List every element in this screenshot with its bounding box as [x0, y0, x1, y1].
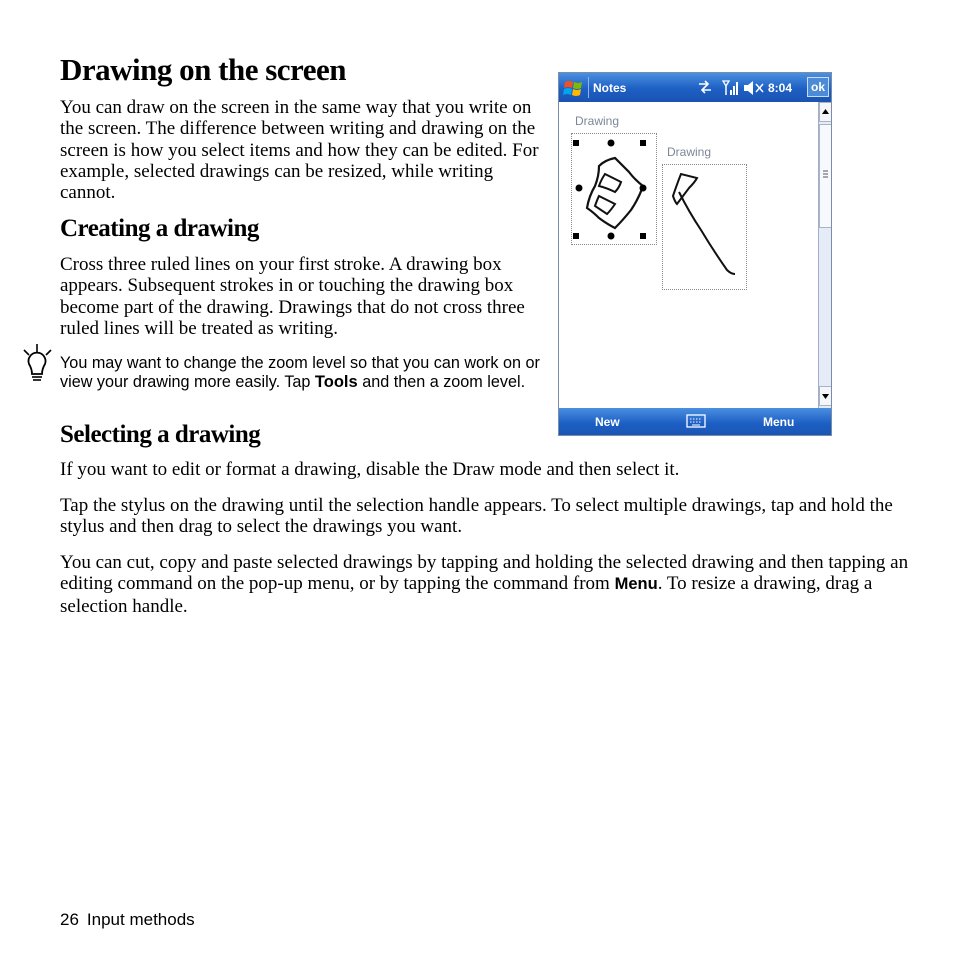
drawing-label-2: Drawing: [667, 145, 712, 159]
selection-handle: [640, 233, 646, 239]
selection-handle: [573, 233, 579, 239]
creating-paragraph: Cross three ruled lines on your first stroke. A drawing box appears. Subsequent strokes in or touching the drawing box become part of the drawing. Drawings that do not cross three ruled lines will be treated as writing.: [60, 254, 525, 339]
selection-handle: [576, 185, 583, 192]
volume-icon[interactable]: [742, 80, 764, 96]
new-button[interactable]: New: [595, 415, 620, 429]
page-title: Drawing on the screen: [60, 52, 346, 87]
vertical-scrollbar[interactable]: [818, 102, 832, 408]
windows-start-icon[interactable]: [563, 79, 585, 97]
selection-handle: [608, 140, 615, 147]
drawing-label-1: Drawing: [575, 114, 620, 128]
page-number: 26: [60, 910, 79, 929]
selection-handle: [573, 140, 579, 146]
soft-key-bar: [559, 408, 831, 436]
scroll-thumb[interactable]: [819, 124, 832, 228]
title-bar: [559, 73, 831, 102]
page-footer: [60, 910, 195, 930]
intro-paragraph: You can draw on the screen in the same way that you write on the screen. The difference between writing and drawing on the screen is how you select items and how they can be edited. For example, selected drawings can be resized, while writing cannot.: [60, 97, 539, 204]
keyboard-icon[interactable]: [686, 414, 706, 428]
menu-keyword: Menu: [614, 575, 658, 594]
notes-screenshot: [558, 72, 832, 436]
title-separator: [588, 77, 589, 98]
selecting-paragraph-1: If you want to edit or format a drawing, disable the Draw mode and then select it.: [60, 459, 680, 480]
drawing-strokes: [559, 102, 817, 408]
tools-keyword: Tools: [314, 372, 358, 391]
scroll-up-button[interactable]: [819, 102, 832, 122]
app-title: Notes: [593, 81, 627, 95]
selecting-paragraph-3: You can cut, copy and paste selected drawings by tapping and holding the selected drawing and then tapping an editing command on the pop-up menu, or by tapping the command from Menu. To resize a drawing, drag a selection handle.: [60, 552, 909, 617]
tip-text: You may want to change the zoom level so that you can work on or view your drawing more easily. Tap Tools and then a zoom level.: [60, 354, 540, 391]
ok-button[interactable]: ok: [807, 77, 829, 97]
signal-icon[interactable]: [722, 79, 738, 96]
menu-button[interactable]: Menu: [763, 415, 795, 429]
section-name: Input methods: [86, 910, 195, 929]
selection-handle: [640, 140, 646, 146]
selecting-heading: Selecting a drawing: [60, 421, 261, 448]
sync-icon[interactable]: [697, 80, 713, 94]
clock[interactable]: 8:04: [768, 81, 793, 95]
notes-canvas[interactable]: [559, 102, 817, 408]
scroll-down-button[interactable]: [819, 386, 832, 406]
selecting-paragraph-2: Tap the stylus on the drawing until the selection handle appears. To select multiple drawings, tap and hold the stylus and then drag to select the drawings you want.: [60, 495, 893, 538]
lightbulb-icon: [20, 342, 56, 386]
selection-handle: [640, 185, 647, 192]
selection-handle: [608, 233, 615, 240]
creating-heading: Creating a drawing: [60, 215, 259, 242]
